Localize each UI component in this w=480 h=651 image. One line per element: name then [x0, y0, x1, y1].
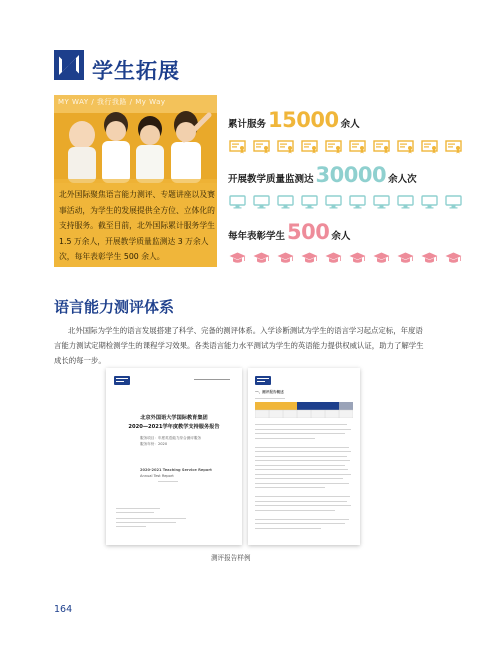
text-line: [255, 478, 343, 479]
text-line: [255, 433, 345, 434]
certificate-icon: [253, 139, 270, 158]
certificate-icon: [445, 139, 462, 158]
monitor-icon: [325, 194, 342, 213]
stat-unit: 余人次: [388, 174, 417, 185]
monitor-icon: [229, 194, 246, 213]
stat-unit: 余人: [340, 119, 360, 130]
photo-overlay-text: MY WAY / 我行我路 / My Way: [58, 98, 166, 106]
cover-subtitle: 服务项目：年度英语能力综合测评服务: [140, 436, 202, 440]
cover-english-title: 2020-2021 Teaching Service Report: [140, 468, 212, 472]
certificate-icon: [277, 139, 294, 158]
bfsu-logo-icon: [114, 376, 130, 385]
cover-year: 服务年份：2020: [140, 442, 168, 446]
monitor-icon: [445, 194, 462, 213]
graduation-cap-icon: [349, 250, 366, 269]
monitor-icon-row: [229, 194, 462, 213]
hero-paragraph: 北外国际聚焦语言能力测评、专题讲座以及赛事活动，为学生的发展提供全方位、立体化的支持服务。截至目前，北外国际累计服务学生 1.5 万余人，开展教学质量监测达 3 万余人次，每年表彰学生 500 余人。: [59, 190, 215, 262]
cover-title-line2: 2020—2021学年度教学支持服务报告: [128, 424, 220, 430]
monitor-icon: [349, 194, 366, 213]
cover-title-line1: 北京外国语大学国际教育集团: [140, 415, 208, 421]
content-heading: 一、测评报告概述: [255, 390, 284, 394]
stat-number: 500: [287, 220, 330, 244]
certificate-icon: [397, 139, 414, 158]
stat-number: 15000: [268, 108, 339, 132]
graduation-cap-icon: [421, 250, 438, 269]
monitor-icon: [301, 194, 318, 213]
graduation-cap-icon: [277, 250, 294, 269]
text-line: [255, 487, 325, 488]
monitor-icon: [277, 194, 294, 213]
text-line: [255, 505, 351, 506]
certificate-icon: [301, 139, 318, 158]
monitor-icon: [397, 194, 414, 213]
stat-number: 30000: [315, 163, 387, 187]
text-line: [255, 456, 347, 457]
monitor-icon: [373, 194, 390, 213]
page-title: 学生拓展: [92, 59, 180, 83]
report-content-sample: [248, 368, 360, 545]
certificate-icon: [325, 139, 342, 158]
stat-unit: 余人: [331, 231, 351, 242]
report-caption: 测评报告样例: [211, 554, 251, 562]
certificate-icon: [349, 139, 366, 158]
text-line: [255, 451, 351, 452]
text-line: [255, 465, 345, 466]
text-line: [255, 447, 349, 448]
score-table: [255, 402, 353, 418]
monitor-icon: [421, 194, 438, 213]
stat-label: 累计服务: [228, 119, 267, 130]
graduation-cap-icon-row: [229, 250, 462, 269]
certificate-icon-row: [229, 139, 462, 158]
text-line: [255, 519, 349, 520]
certificate-icon: [373, 139, 390, 158]
stat-label: 开展教学质量监测达: [228, 174, 314, 185]
text-line: [255, 469, 348, 470]
stat-label: 每年表彰学生: [228, 231, 286, 242]
section-paragraph: 北外国际为学生的语言发展搭建了科学、完备的测评体系。入学诊断测试为学生的语言学习起点定标，年度语言能力测试定期检测学生的课程学习效果。各类语言能力水平测试为学生的英语能力提供权威认证，助力了解学生成长的每一步。: [54, 326, 424, 365]
stat-served: [228, 108, 360, 132]
text-line: [255, 496, 350, 497]
stat-awards: [228, 220, 350, 244]
graduation-cap-icon: [445, 250, 462, 269]
graduation-cap-icon: [229, 250, 246, 269]
text-line: [255, 528, 321, 529]
stat-monitoring: [228, 163, 417, 187]
graduation-cap-icon: [397, 250, 414, 269]
text-line: [255, 424, 347, 425]
page-number: 164: [54, 604, 73, 615]
students-photo: [54, 95, 217, 183]
text-line: [255, 429, 351, 430]
graduation-cap-icon: [253, 250, 270, 269]
certificate-icon: [421, 139, 438, 158]
text-line: [255, 438, 315, 439]
report-cover-sample: [106, 368, 242, 545]
graduation-cap-icon: [301, 250, 318, 269]
text-line: [255, 460, 350, 461]
monitor-icon: [253, 194, 270, 213]
brand-logo-icon: [54, 50, 84, 80]
section-heading: 语言能力测评体系: [54, 298, 175, 316]
text-line: [255, 523, 345, 524]
cover-english-subtitle: Annual Test Report: [140, 474, 174, 478]
graduation-cap-icon: [373, 250, 390, 269]
hero-panel: [54, 95, 217, 267]
certificate-icon: [229, 139, 246, 158]
text-line: [255, 510, 335, 511]
text-line: [255, 474, 351, 475]
bfsu-logo-icon: [255, 376, 271, 385]
text-line: [255, 501, 347, 502]
graduation-cap-icon: [325, 250, 342, 269]
text-line: [255, 483, 349, 484]
